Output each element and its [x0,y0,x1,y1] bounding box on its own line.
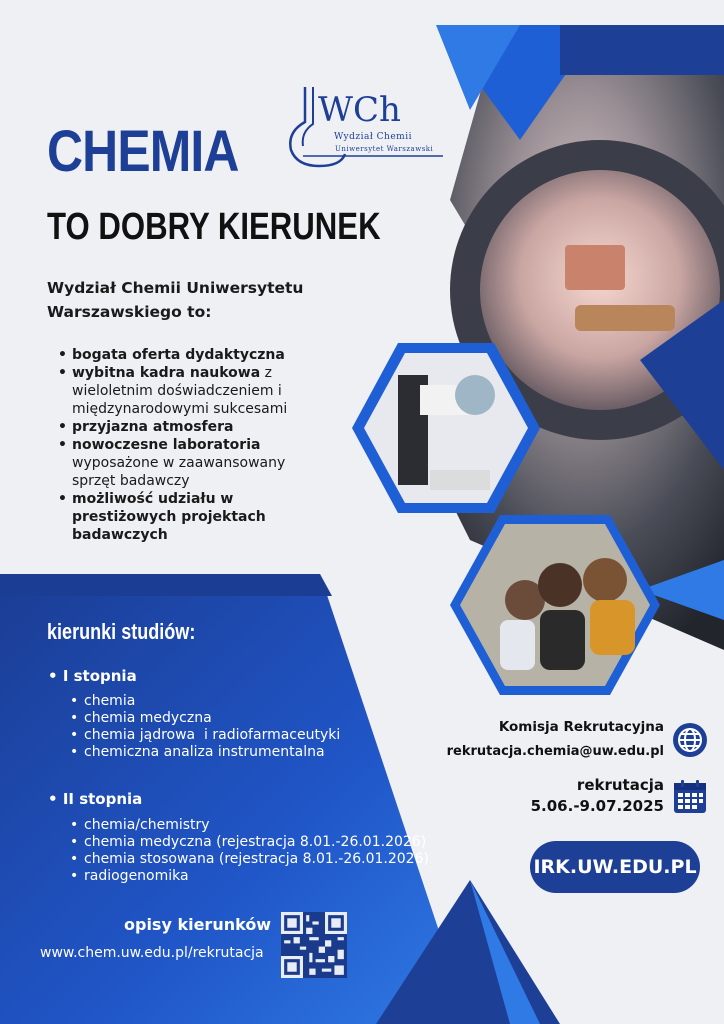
feature-item: • możliwość udziału w prestiżowych projektach badawczych [56,490,326,544]
study-item: • chemia jądrowa i radiofarmaceutyki [70,727,340,744]
study-item: • chemia stosowana (rejestracja 8.01.-26.01.2026) [70,851,429,868]
calendar-icon [672,779,708,815]
recruitment-label: rekrutacja [576,776,664,794]
feature-item: • wybitna kadra naukowa z wieloletnim doświadczeniem i międzynarodowymi sukcesami [56,364,326,418]
intro-text: Wydział Chemii Uniwersytetu Warszawskiego to: [47,279,304,321]
qr-code-icon[interactable] [281,912,347,978]
studies-heading: kierunki studiów: [47,619,196,644]
study-item: • chemiczna analiza instrumentalna [70,744,340,761]
descriptions-label: opisy kierunków [124,915,272,934]
study-item: • radiogenomika [70,868,429,885]
level-1-label: • I stopnia [48,667,137,685]
features-list [56,346,326,544]
logo-mark: WCh [318,90,401,130]
feature-item: • przyjazna atmosfera [56,418,326,436]
level-2-list [70,817,429,885]
logo-line-1: Wydział Chemii [334,132,412,142]
feature-item: • nowoczesne laboratoria wyposażone w zaawansowany sprzęt badawczy [56,436,326,490]
contact-email[interactable]: rekrutacja.chemia@uw.edu.pl [446,744,664,759]
descriptions-link[interactable]: www.chem.uw.edu.pl/rekrutacja [40,945,264,961]
study-item: • chemia [70,693,340,710]
committee-label: Komisja Rekrutacyjna [498,719,664,735]
study-item: • chemia medyczna [70,710,340,727]
logo-line-2: Uniwersytet Warszawski [335,145,434,153]
level-1-list [70,693,340,761]
study-item: • chemia medyczna (rejestracja 8.01.-26.01.2026) [70,834,429,851]
page-subtitle: TO DOBRY KIERUNEK [47,206,381,248]
level-2-label: • II stopnia [48,790,143,808]
feature-item: • bogata oferta dydaktyczna [56,346,326,364]
irk-link-button[interactable]: IRK.UW.EDU.PL [530,841,700,893]
recruitment-dates: 5.06.-9.07.2025 [530,797,664,815]
globe-icon [672,722,708,758]
page-title: CHEMIA [47,119,239,184]
study-item: • chemia/chemistry [70,817,429,834]
